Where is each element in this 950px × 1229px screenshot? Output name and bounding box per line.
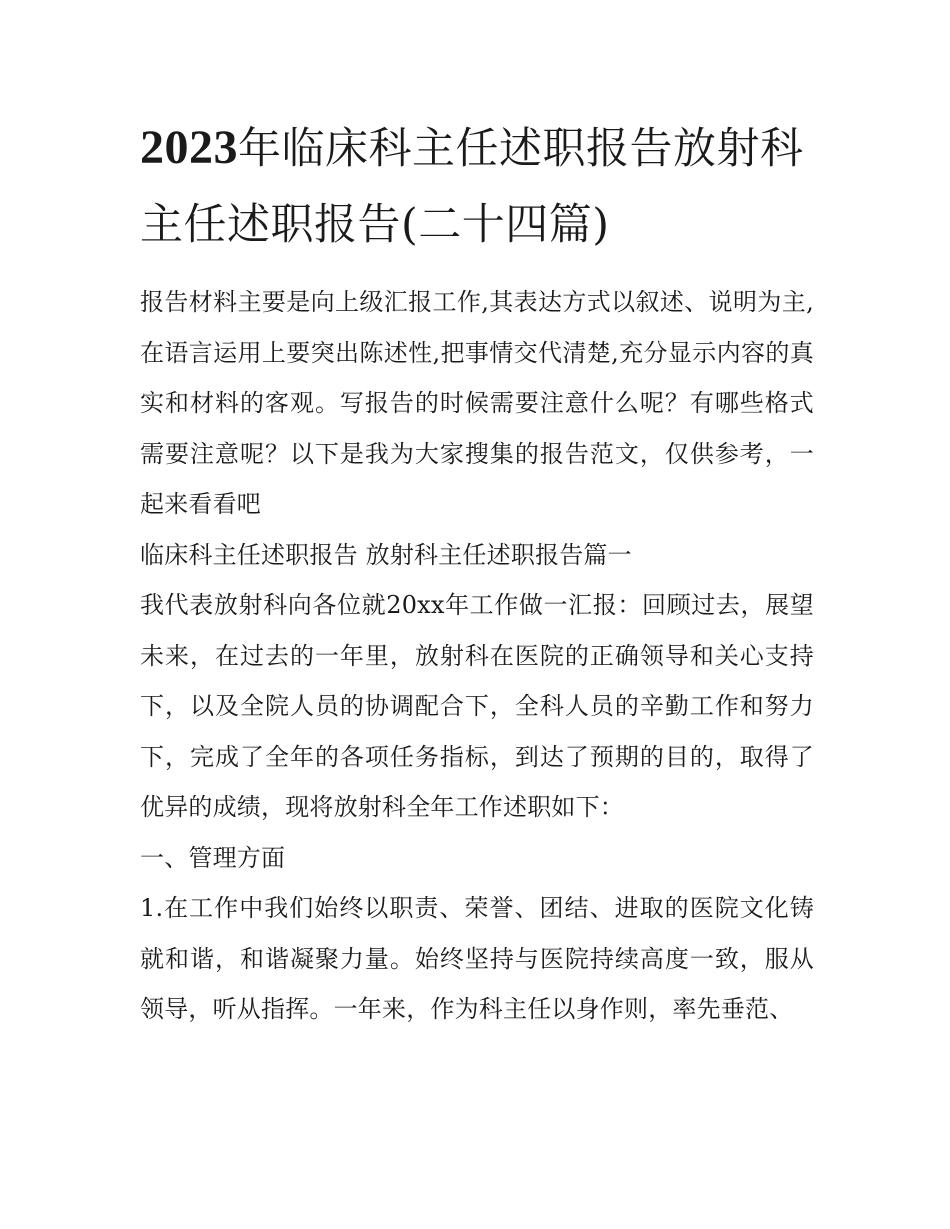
body-paragraph: 我代表放射科向各位就20xx年工作做一汇报：回顾过去，展望未来，在过去的一年里，放射科在医院的正确领导和关心支持下，以及全院人员的协调配合下，全科人员的辛勤工作和努力下，完成了全年的各项任务指标，到达了预期的目的，取得了优异的成绩，现将放射科全年工作述职如下： — [140, 591, 814, 821]
section-heading: 临床科主任述职报告 放射科主任述职报告篇一 — [140, 540, 632, 569]
title-year: 2023 — [140, 121, 238, 174]
body-paragraph-2: 1.在工作中我们始终以职责、荣誉、团结、进取的医院文化铸就和谐，和谐凝聚力量。始终坚持与医院持续高度一致，服从领导，听从指挥。一年来，作为科主任以身作则，率先垂范、 — [140, 894, 814, 1023]
document-title — [140, 110, 814, 263]
intro-paragraph: 报告材料主要是向上级汇报工作,其表达方式以叙述、说明为主,在语言运用上要突出陈述性,把事情交代清楚,充分显示内容的真实和材料的客观。写报告的时候需要注意什么呢？有哪些格式需要注意呢？以下是我为大家搜集的报告范文，仅供参考，一起来看看吧 — [140, 288, 814, 518]
subsection-heading: 一、管理方面 — [140, 843, 286, 872]
title-text: 年临床科主任述职报告放射科主任述职报告(二十四篇) — [140, 124, 804, 250]
